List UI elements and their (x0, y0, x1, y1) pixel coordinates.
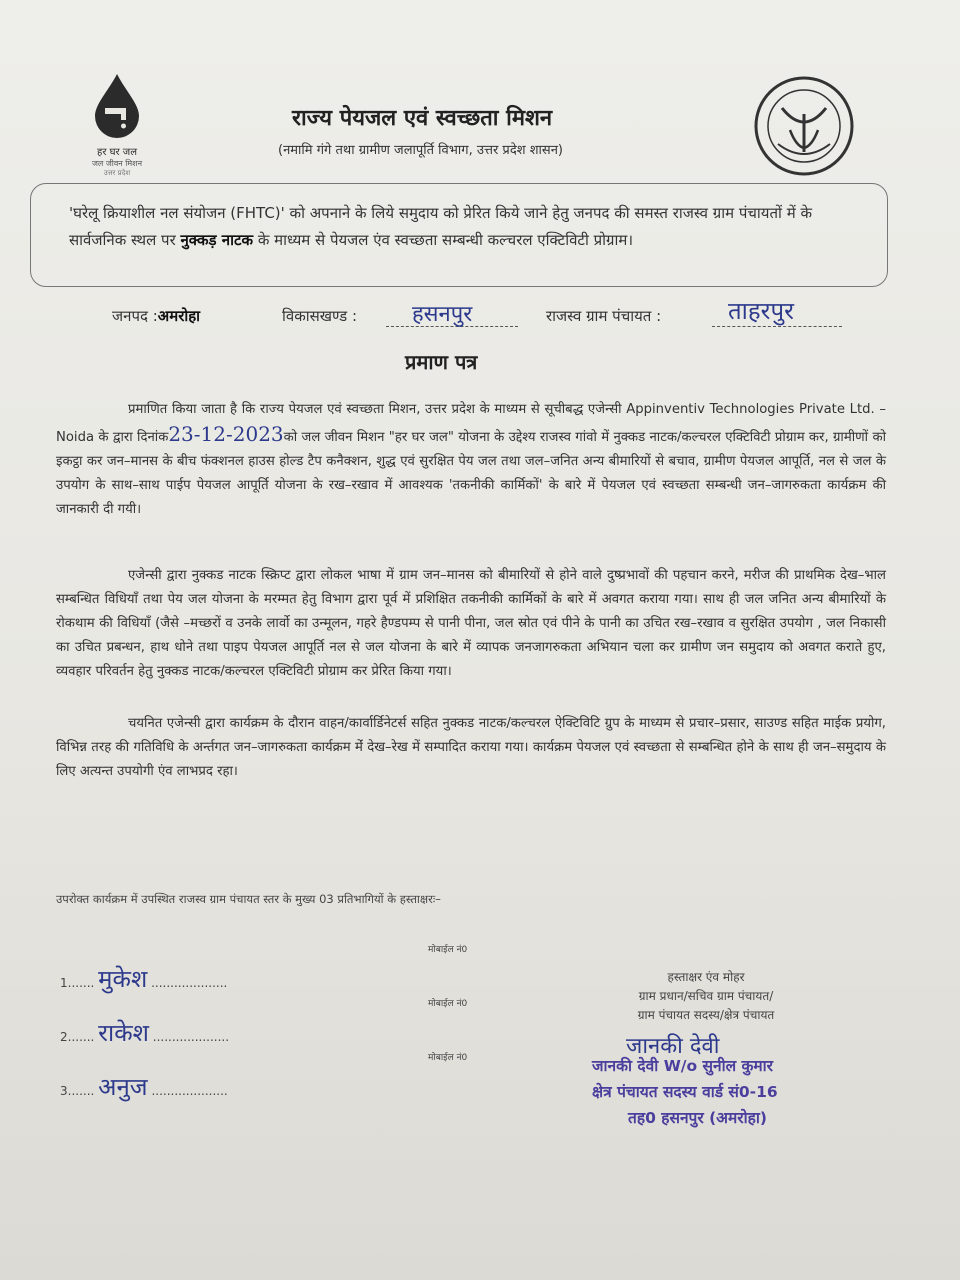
participant-signature: राकेश (98, 1019, 149, 1047)
participant-row-1: 1....... मुकेश .................... (60, 965, 228, 993)
block-value-handwritten: हसनपुर (412, 302, 473, 327)
paragraph-2-text: एजेन्सी द्वारा नुक्कड नाटक स्क्रिप्ट द्वारा लोकल भाषा में ग्राम जन–मानस को बीमारियों से होने वाले दुष्प्रभावों की पहचान करने, मरीज की प्राथमिक देख–भाल सम्बन्धित विधियाँ तथा पेय जल योजना के मरम्मत हेतु विभाग द्वारा पूर्व में प्रशिक्षित तकनीकी कार्मिकों के बारे में अवगत कराया गया। साथ ही जल जनित अन्य बीमारियों के रोकथाम की विधियाँ (जैसे –मच्छरों व उनके लार्वो का उन्मूलन, गहरे हैण्डपम्प से पानी पीना, जल स्रोत एवं पीने के पानी का उचित रख–रखाव व सुरक्षित उपयोग , जल निकासी का उचित प्रबन्धन, हाथ धोने तथा पाइप पेयजल आपूर्ति नल से जल योजना के बारे में व्यापक जनजागरुकता अभियान चला कर ग्रामीण जन समुदाय को अवगत कराते हुए, व्यवहार परिवर्तन हेतु नुक्कड नाटक/कल्चरल एक्टिविटी प्रोग्राम कर प्रेरित किया गया। (56, 568, 886, 679)
gp-value-handwritten: ताहरपुर (728, 297, 794, 325)
official-stamp (592, 1053, 842, 1131)
participant-signature: मुकेश (98, 965, 148, 993)
stamp-line-3: तह0 हसनपुर (अमरोहा) (628, 1109, 767, 1127)
participant-number: 2 (60, 1030, 68, 1044)
paragraph-1-b: को जल जीवन मिशन "हर घर जल" योजना के उद्देश्य राजस्व गांवो में नुक्कड नाटक/कल्चरल एक्टिविटी प्रोग्राम कर, ग्रामीणों को इकट्ठा कर जन–मानस के बीच फंक्शनल हाउस होल्ड टैप कनैक्शन, शुद्ध एवं सुरक्षित पेय जल तथा जल–जनित अन्य बीमारियों से बचाव, ग्रामीण पेयजल आपूर्ति, नल से जल के उपयोग के साथ–साथ पाईप पेयजल आपूर्ति योजना के रख–रखाव में आवश्यक 'तकनीकी कार्मिकों' के बारे में पेयजल एवं स्वच्छता सम्बन्धी जन–जागरुकता कार्यक्रम की जानकारी दी गयी। (56, 430, 886, 517)
mobile-label-1: मोबाईल नं0 (428, 945, 468, 955)
participant-number: 1 (60, 976, 68, 990)
program-text-1: 'घरेलू क्रियाशील नल संयोजन (FHTC)' को अपनाने के लिये समुदाय को प्रेरित किये जाने हेतु जनपद की समस्त राजस्व ग्राम पंचायतों में के सार्वजनिक स्थल पर (69, 204, 812, 249)
authority-line-1: हस्ताक्षर एंव मोहर (667, 970, 745, 984)
authority-signature: जानकी देवी (626, 1034, 720, 1059)
block-label: विकासखण्ड : (282, 307, 358, 325)
paragraph-2 (56, 564, 886, 684)
participant-number: 3 (60, 1084, 68, 1098)
mission-title: राज्य पेयजल एवं स्वच्छता मिशन (292, 106, 553, 131)
district-field (112, 306, 200, 326)
paragraph-1 (56, 398, 886, 522)
participant-row-3: 3....... अनुज .................... (60, 1073, 228, 1101)
authority-block (596, 968, 816, 1025)
mobile-label-2: मोबाईल नं0 (428, 999, 468, 1009)
stamp-line-2: क्षेत्र पंचायत सदस्य वार्ड सं0-16 (592, 1083, 778, 1101)
participants-intro: उपरोक्त कार्यक्रम में उपस्थित राजस्व ग्राम पंचायत स्तर के मुख्य 03 प्रतिभागियों के हस्ताक्षरः– (56, 892, 441, 906)
paragraph-3 (56, 712, 886, 784)
logo-line-2: जल जीवन मिशन (91, 159, 143, 168)
district-label: जनपद : (112, 307, 158, 325)
har-ghar-jal-logo (62, 72, 172, 178)
authority-line-2: ग्राम प्रधान/सचिव ग्राम पंचायत/ (638, 989, 774, 1003)
up-government-seal-icon (752, 74, 856, 178)
participant-row-2: 2....... राकेश .................... (60, 1019, 230, 1047)
mission-subtitle: (नमामि गंगे तथा ग्रामीण जलापूर्ति विभाग, उत्तर प्रदेश शासन) (278, 143, 563, 158)
program-text-bold: नुक्कड़ नाटक (180, 231, 254, 249)
logo-line-1: हर घर जल (97, 147, 137, 158)
paragraph-1-a: प्रमाणित किया जाता है कि राज्य पेयजल एवं स्वच्छता मिशन, उत्तर प्रदेश के माध्यम से सूचीबद्ध एजेन्सी Appinventiv Technologies Private Ltd. – Noida के द्वारा दिनांक (56, 402, 886, 445)
logo-line-3: उत्तर प्रदेश (103, 169, 131, 177)
program-date-handwritten: 23-12-2023 (168, 422, 284, 446)
mobile-label-3: मोबाईल नं0 (428, 1053, 468, 1063)
paragraph-3-text: चयनित एजेन्सी द्वारा कार्यक्रम के दौरान वाहन/कार्वार्डिनेटर्स सहित नुक्कड नाटक/कल्चरल ऐक्टिविटि ग्रुप के माध्यम से प्रचार–प्रसार, साउण्ड सहित माईक प्रयोग, विभिन्न तरह की गतिविधि के अर्न्तगत जन–जागरुकता कार्यक्रम मेंं देख–रेख में सम्पादित कराया गया। कार्यक्रम पेयजल एवं स्वच्छता से सम्बन्धित होने के साथ ही जन–समुदाय के लिए अत्यन्त उपयोगी एंव लाभप्रद रहा। (56, 716, 886, 779)
participant-signature: अनुज (98, 1073, 148, 1101)
gp-label: राजस्व ग्राम पंचायत : (546, 307, 662, 325)
stamp-line-1: जानकी देवी W/o सुनील कुमार (592, 1057, 774, 1075)
certificate-title: प्रमाण पत्र (405, 350, 478, 374)
district-value: अमरोहा (157, 307, 201, 325)
authority-line-3: ग्राम पंचायत सदस्य/क्षेत्र पंचायत (637, 1008, 775, 1022)
water-drop-icon (87, 72, 147, 138)
program-text-2: के माध्यम से पेयजल एंव स्वच्छता सम्बन्धी कल्चरल एक्टिविटी प्रोग्राम। (253, 231, 634, 249)
program-description-box (30, 183, 888, 287)
